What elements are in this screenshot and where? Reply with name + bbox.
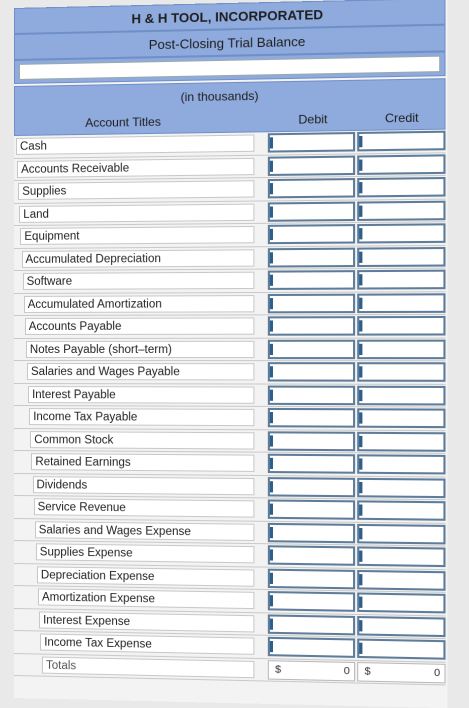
cursor-marker-icon (359, 320, 362, 331)
credit-total (357, 662, 445, 683)
credit-input[interactable] (357, 477, 445, 497)
debit-input[interactable] (268, 522, 355, 542)
credit-input[interactable] (357, 569, 445, 590)
debit-input[interactable] (268, 637, 355, 658)
credit-input[interactable] (357, 523, 445, 544)
credit-input[interactable] (357, 385, 445, 405)
cursor-marker-icon (359, 136, 362, 147)
account-title-select[interactable]: Dividends (32, 476, 254, 495)
cursor-marker-icon (359, 297, 362, 308)
debit-input[interactable] (268, 385, 355, 405)
debit-input[interactable] (268, 247, 355, 267)
credit-input[interactable] (357, 592, 445, 613)
credit-input[interactable] (357, 339, 445, 359)
cursor-marker-icon (359, 228, 362, 239)
debit-input[interactable] (268, 545, 355, 566)
cursor-marker-icon (270, 206, 273, 217)
debit-input[interactable] (268, 155, 355, 175)
credit-input[interactable] (357, 293, 445, 313)
cursor-marker-icon (270, 183, 273, 194)
cursor-marker-icon (359, 343, 362, 354)
credit-input[interactable] (357, 131, 445, 152)
cursor-marker-icon (359, 528, 362, 539)
account-title-select[interactable]: Equipment (20, 226, 254, 245)
credit-input[interactable] (357, 639, 445, 660)
credit-input[interactable] (357, 316, 445, 336)
table-row (14, 384, 446, 408)
cursor-marker-icon (270, 572, 273, 583)
table-row (14, 338, 446, 361)
account-title-select[interactable]: Accounts Receivable (17, 157, 254, 177)
cursor-marker-icon (359, 458, 362, 469)
cursor-marker-icon (270, 343, 273, 354)
account-title-select[interactable]: Salaries and Wages Payable (27, 363, 254, 380)
debit-input[interactable] (268, 454, 355, 474)
account-title-select[interactable]: Accumulated Amortization (24, 295, 255, 313)
debit-currency: $ (275, 662, 282, 676)
table-row (14, 245, 446, 271)
account-title-select[interactable]: Software (23, 272, 255, 290)
credit-input[interactable] (357, 223, 445, 243)
cursor-marker-icon (270, 298, 273, 309)
cursor-marker-icon (270, 526, 273, 537)
cursor-marker-icon (270, 412, 273, 423)
credit-input[interactable] (357, 200, 445, 220)
cursor-marker-icon (359, 251, 362, 262)
date-input[interactable] (19, 56, 440, 80)
account-title-select[interactable]: Retained Earnings (31, 453, 254, 472)
trial-balance-sheet (14, 0, 448, 708)
cursor-marker-icon (359, 574, 362, 585)
cursor-marker-icon (359, 274, 362, 285)
cursor-marker-icon (270, 504, 273, 515)
debit-input[interactable] (268, 568, 355, 589)
cursor-marker-icon (270, 481, 273, 492)
credit-input[interactable] (357, 615, 445, 636)
cursor-marker-icon (359, 551, 362, 562)
cursor-marker-icon (270, 137, 273, 148)
cursor-marker-icon (270, 320, 273, 331)
account-title-select[interactable]: Common Stock (30, 431, 254, 449)
debit-input[interactable] (268, 362, 355, 381)
account-title-select[interactable]: Accounts Payable (25, 317, 255, 335)
account-titles-header: Account Titles (85, 114, 161, 130)
account-title-select[interactable]: Salaries and Wages Expense (35, 521, 255, 541)
cursor-marker-icon (359, 481, 362, 492)
cursor-marker-icon (359, 182, 362, 193)
credit-input[interactable] (357, 408, 445, 428)
unit-label: (in thousands) (180, 88, 259, 105)
cursor-marker-icon (359, 504, 362, 515)
account-title-select[interactable]: Cash (16, 134, 254, 154)
debit-input[interactable] (268, 499, 355, 519)
debit-input[interactable] (268, 408, 355, 428)
credit-input[interactable] (357, 500, 445, 520)
credit-input[interactable] (357, 154, 445, 175)
debit-total (268, 660, 355, 681)
debit-input[interactable] (268, 178, 355, 198)
cursor-marker-icon (270, 435, 273, 446)
table-row (14, 406, 446, 431)
cursor-marker-icon (270, 252, 273, 263)
account-title-select[interactable]: Amortization Expense (38, 588, 254, 609)
cursor-marker-icon (359, 159, 362, 170)
account-title-select[interactable]: Land (19, 203, 254, 222)
debit-input[interactable] (268, 201, 355, 221)
account-title-select[interactable]: Supplies (18, 180, 254, 200)
cursor-marker-icon (359, 389, 362, 400)
debit-header: Debit (298, 111, 328, 127)
account-title-select[interactable]: Accumulated Depreciation (21, 249, 254, 268)
cursor-marker-icon (270, 389, 273, 400)
account-title-select[interactable]: Service Revenue (34, 498, 255, 517)
debit-input[interactable] (268, 293, 355, 313)
credit-currency: $ (364, 664, 371, 678)
cursor-marker-icon (359, 366, 362, 377)
debit-input[interactable] (268, 270, 355, 290)
cursor-marker-icon (270, 229, 273, 240)
cursor-marker-icon (270, 549, 273, 560)
account-title-select[interactable]: Income Tax Payable (29, 408, 254, 426)
account-title-select[interactable]: Depreciation Expense (37, 566, 255, 586)
account-title-select[interactable]: Supplies Expense (36, 543, 255, 563)
credit-input[interactable] (357, 177, 445, 197)
table-row (14, 269, 446, 294)
cursor-marker-icon (270, 458, 273, 469)
debit-input[interactable] (268, 614, 355, 635)
account-title-select[interactable]: Interest Expense (39, 611, 254, 632)
cursor-marker-icon (270, 641, 273, 652)
account-rows (14, 130, 446, 686)
statement-title: Post-Closing Trial Balance (14, 25, 446, 60)
cursor-marker-icon (270, 366, 273, 377)
cursor-marker-icon (270, 275, 273, 286)
debit-input[interactable] (268, 477, 355, 497)
cursor-marker-icon (359, 435, 362, 446)
debit-input[interactable] (268, 591, 355, 612)
table-row (14, 315, 446, 339)
cursor-marker-icon (270, 595, 273, 606)
credit-input[interactable] (357, 431, 445, 451)
account-title-select[interactable]: Interest Payable (28, 386, 254, 404)
cursor-marker-icon (359, 412, 362, 423)
credit-input[interactable] (357, 454, 445, 474)
cursor-marker-icon (359, 620, 362, 631)
credit-input[interactable] (357, 270, 445, 290)
credit-input[interactable] (357, 546, 445, 567)
table-row (14, 429, 446, 454)
credit-header: Credit (384, 110, 419, 126)
debit-input[interactable] (268, 339, 355, 358)
cursor-marker-icon (359, 643, 362, 654)
debit-input[interactable] (268, 431, 355, 451)
table-row (14, 361, 446, 384)
debit-total-value: 0 (343, 664, 350, 677)
totals-label: Totals (42, 656, 254, 678)
table-row (14, 222, 446, 248)
table-row (14, 292, 446, 316)
cursor-marker-icon (270, 160, 273, 171)
column-header-row (14, 78, 446, 136)
debit-input[interactable] (268, 316, 355, 336)
debit-input[interactable] (268, 132, 355, 153)
account-title-select[interactable]: Income Tax Expense (40, 633, 254, 654)
debit-input[interactable] (268, 224, 355, 244)
account-title-select[interactable]: Notes Payable (short–term) (26, 340, 255, 357)
credit-input[interactable] (357, 362, 445, 382)
credit-input[interactable] (357, 246, 445, 266)
credit-total-value: 0 (434, 666, 441, 679)
cursor-marker-icon (359, 205, 362, 216)
cursor-marker-icon (270, 618, 273, 629)
cursor-marker-icon (359, 597, 362, 608)
company-name: H & H TOOL, INCORPORATED (14, 0, 446, 34)
